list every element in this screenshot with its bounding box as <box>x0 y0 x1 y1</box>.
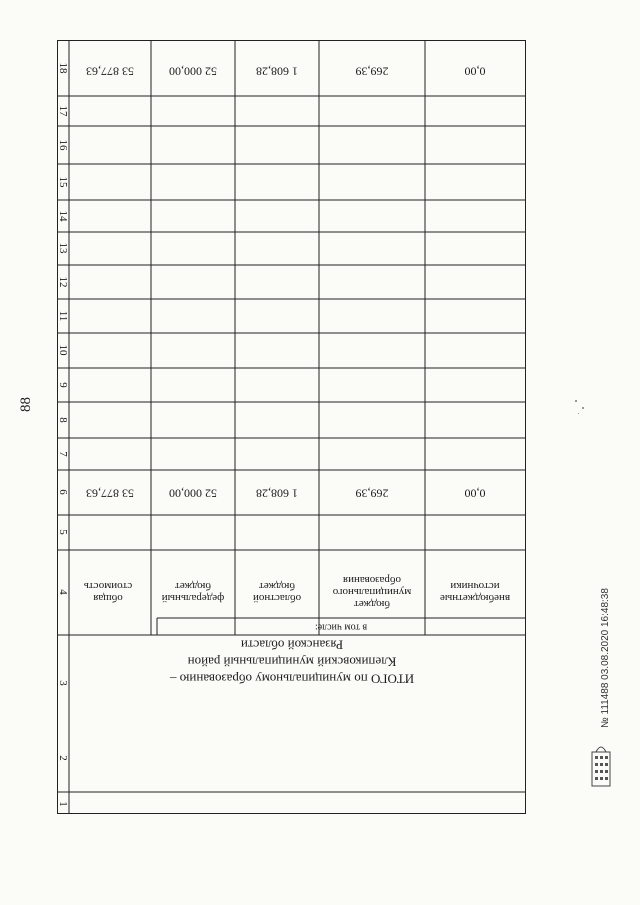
col-index-3: 3 <box>57 680 69 686</box>
col-index-9: 9 <box>57 382 69 388</box>
total-cost-col6: 53 877,63 <box>86 486 134 501</box>
label-regional-budget: областной бюджет <box>252 580 302 604</box>
col-index-4: 4 <box>57 589 69 595</box>
regional-budget-col18: 1 608,28 <box>256 64 298 79</box>
col-index-5: 5 <box>57 529 69 535</box>
including-label: в том числе: <box>314 621 368 633</box>
col-index-11: 11 <box>57 310 69 322</box>
total-cost-col18: 53 877,63 <box>86 64 134 79</box>
col-index-17: 17 <box>57 105 69 117</box>
col-index-8: 8 <box>57 417 69 423</box>
label-extrabudget: внебюджетные источники <box>439 580 511 604</box>
scan-speck <box>582 407 584 409</box>
label-total-cost: общая стоимость <box>83 580 133 604</box>
total-title-line1: ИТОГО по муниципальному образованию – Клепиковский муниципальный район <box>169 654 415 687</box>
page-number: 88 <box>18 397 34 412</box>
col-index-1: 1 <box>57 801 69 807</box>
total-title-line2: Рязанской области <box>240 637 344 653</box>
registration-stamp: № 111488 03.08.2020 16:48:38 <box>600 588 611 728</box>
col-index-16: 16 <box>57 139 69 151</box>
col-index-18: 18 <box>57 62 69 74</box>
extrabudget-col6: 0,00 <box>464 486 486 501</box>
federal-budget-col6: 52 000,00 <box>169 486 217 501</box>
registry-seal-icon <box>590 740 612 790</box>
col-index-10: 10 <box>57 344 69 356</box>
extrabudget-col18: 0,00 <box>464 64 486 79</box>
col-index-7: 7 <box>57 451 69 457</box>
scan-speck <box>578 413 579 414</box>
col-index-13: 13 <box>57 242 69 254</box>
municipal-budget-col18: 269,39 <box>355 64 389 79</box>
col-index-6: 6 <box>57 489 69 495</box>
total-title <box>142 637 442 688</box>
table-grid <box>57 40 527 815</box>
federal-budget-col18: 52 000,00 <box>169 64 217 79</box>
label-municipal-budget: бюджет муниципального образования <box>332 574 412 610</box>
label-federal-budget: федеральный бюджет <box>161 580 225 604</box>
regional-budget-col6: 1 608,28 <box>256 486 298 501</box>
col-index-12: 12 <box>57 276 69 288</box>
col-index-2: 2 <box>57 755 69 761</box>
col-index-14: 14 <box>57 210 69 222</box>
col-index-15: 15 <box>57 176 69 188</box>
scan-speck <box>575 400 577 402</box>
funding-table <box>57 40 527 815</box>
municipal-budget-col6: 269,39 <box>355 486 389 501</box>
